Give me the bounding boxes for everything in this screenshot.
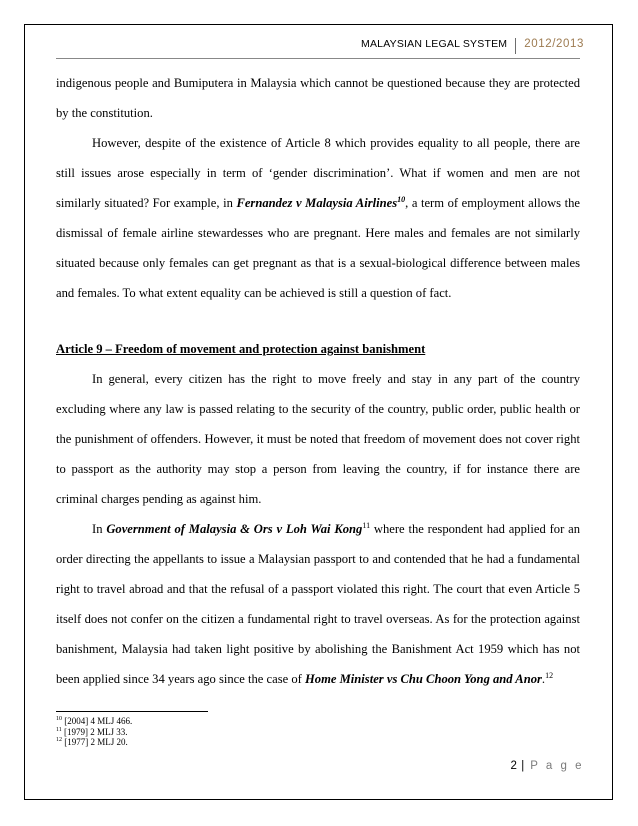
running-header xyxy=(361,38,584,54)
page-number xyxy=(510,760,584,772)
footnote-text: [1977] 2 MLJ 20. xyxy=(64,737,128,747)
paragraph-1 xyxy=(56,68,580,128)
paragraph-2 xyxy=(56,128,580,308)
footnote-ref-12: 12 xyxy=(545,670,554,680)
footnote-text: [1979] 2 MLJ 33. xyxy=(64,726,128,737)
section-heading: Article 9 – Freedom of movement and protection against banishment xyxy=(56,342,426,356)
document-body xyxy=(56,68,580,694)
case-citation-loh-wai-kong: Government of Malaysia & Ors v Loh Wai Kong xyxy=(106,522,363,536)
case-citation-chu-choon-yong: Home Minister vs Chu Choon Yong and Anor xyxy=(304,672,542,686)
header-title: MALAYSIAN LEGAL SYSTEM xyxy=(361,38,508,50)
page-number-separator: | xyxy=(521,760,525,772)
paragraph-3-text: In general, every citizen has the right to move freely and stay in any part of the country excluding where any law is passed relating to the security of the country, public order, public health or the punishment of offenders. However, it must be noted that freedom of movement does not cover right to passport as the authority may stop a person from leaving the country, if for instance there are criminal charges pending as against him. xyxy=(56,372,580,506)
header-year: 2012/2013 xyxy=(515,38,584,54)
footnote-item xyxy=(56,737,132,748)
footnote-item xyxy=(56,727,132,738)
paragraph-4-text-c: . xyxy=(541,672,546,686)
footnote-text: [2004] 4 MLJ 466. xyxy=(64,716,133,726)
case-citation-fernandez xyxy=(236,196,405,210)
paragraph-4-text-b: where the respondent had applied for an order directing the appellants to issue a Malaysian passport to and contended that he had a fundamental right to travel abroad and that the refusal of a passport violated this right. The court that even Article 5 itself does not confer on the citizen a fundamental right to travel overseas. As for the protection against banishment, Malaysia had taken light positive by abolishing the Banishment Act 1959 which has not been applied since 34 years ago since the case of xyxy=(56,522,580,686)
paragraph-4-text-a: In xyxy=(92,522,107,536)
footnote-number: 12 xyxy=(56,737,62,743)
footnote-number: 10 xyxy=(56,716,62,722)
footnote-ref-11: 11 xyxy=(362,520,371,530)
paragraph-3 xyxy=(56,364,580,514)
footnote-ref-10: 10 xyxy=(397,194,406,204)
page-word: P a g e xyxy=(530,760,584,772)
footnote-item xyxy=(56,716,132,727)
footnotes xyxy=(56,716,132,748)
footnote-separator xyxy=(56,711,208,712)
page-number-value: 2 xyxy=(510,760,518,772)
case-name: Fernandez v Malaysia Airlines xyxy=(236,196,398,210)
footnote-number: 11 xyxy=(56,726,62,733)
header-rule xyxy=(56,58,580,59)
paragraph-1-text: indigenous people and Bumiputera in Malaysia which cannot be questioned because they are protected by the constitution. xyxy=(56,76,580,120)
paragraph-2-text-b: , a term of employment allows the dismissal of female airline stewardesses who are pregnant. Here males and females are not similarly situated because only females can get pregnant as that is a sexual-biological difference between males and females. To what extent equality can be achieved is still a question of fact. xyxy=(56,196,581,300)
paragraph-2-text-a: However, despite of the existence of Article 8 which provides equality to all people, there are still issues arose especially in term of ‘gender discrimination’. What if women and men are not similarly situated? For example, in xyxy=(56,136,580,210)
paragraph-4 xyxy=(56,514,580,694)
